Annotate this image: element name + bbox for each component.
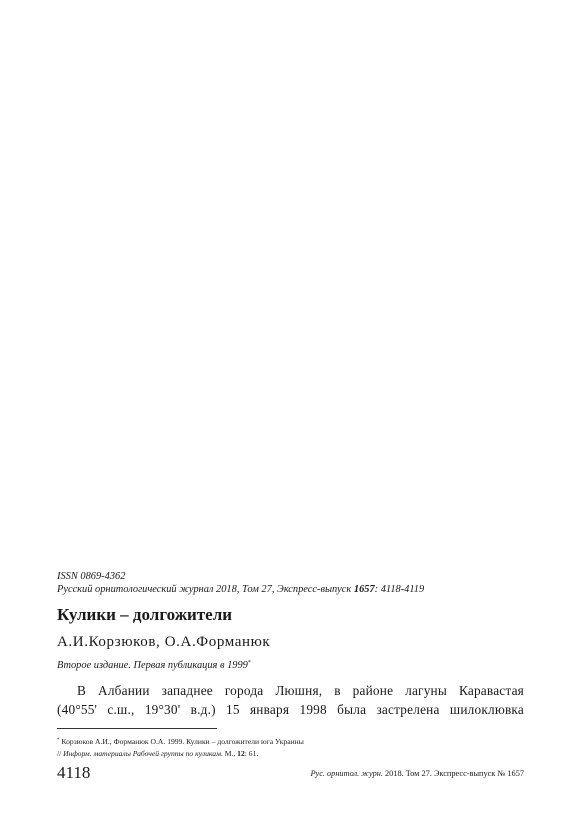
- body-line-2: (40°55' с.ш., 19°30' в.д.) 15 января 1998 была застрелена шилоклювка: [57, 702, 524, 717]
- issn: ISSN 0869-4362: [57, 571, 126, 582]
- running-issue: 2018. Том 27. Экспресс-выпуск № 1657: [382, 769, 524, 778]
- footnote-divider: [57, 728, 217, 729]
- footnote-source-volume: 12: [237, 749, 245, 758]
- footnote-line-2: [57, 748, 304, 760]
- page-range: : 4118-4119: [374, 584, 425, 595]
- article-title: Кулики – долгожители: [57, 605, 233, 624]
- edition-note: [57, 657, 251, 672]
- footnote-line-1: [57, 735, 304, 748]
- footnote-source-title: Информ. материалы Рабочей группы по куликам: [63, 749, 221, 758]
- footnote-source-page: : 61.: [244, 749, 259, 758]
- journal-header: [57, 570, 527, 596]
- footnote-source-place: . М.,: [220, 749, 238, 758]
- issue-number: 1657: [353, 584, 375, 595]
- footnote-citation: Корзюков А.И., Форманюк О.А. 1999. Кулики – долгожители юга Украины: [61, 737, 304, 746]
- journal-citation: [57, 583, 527, 596]
- body-line-1: В Албании западнее города Люшня, в районе лагуны Каравастая: [77, 683, 524, 698]
- article-body: [57, 681, 524, 719]
- journal-name: Русский орнитологический журнал 2018, Том 27, Экспресс-выпуск: [57, 584, 354, 595]
- footnote: [57, 735, 304, 760]
- footnote-mark: *: [57, 738, 60, 743]
- edition-footnote-mark: *: [247, 660, 251, 666]
- edition-text: Второе издание. Первая публикация в 1999: [57, 660, 248, 671]
- page-number: 4118: [57, 763, 91, 782]
- running-footer: [310, 768, 524, 779]
- article-authors: А.И.Корзюков, О.А.Форманюк: [57, 634, 271, 650]
- footnote-slashes: //: [57, 749, 64, 758]
- running-journal-abbr: Рус. орнитол. журн.: [310, 769, 383, 778]
